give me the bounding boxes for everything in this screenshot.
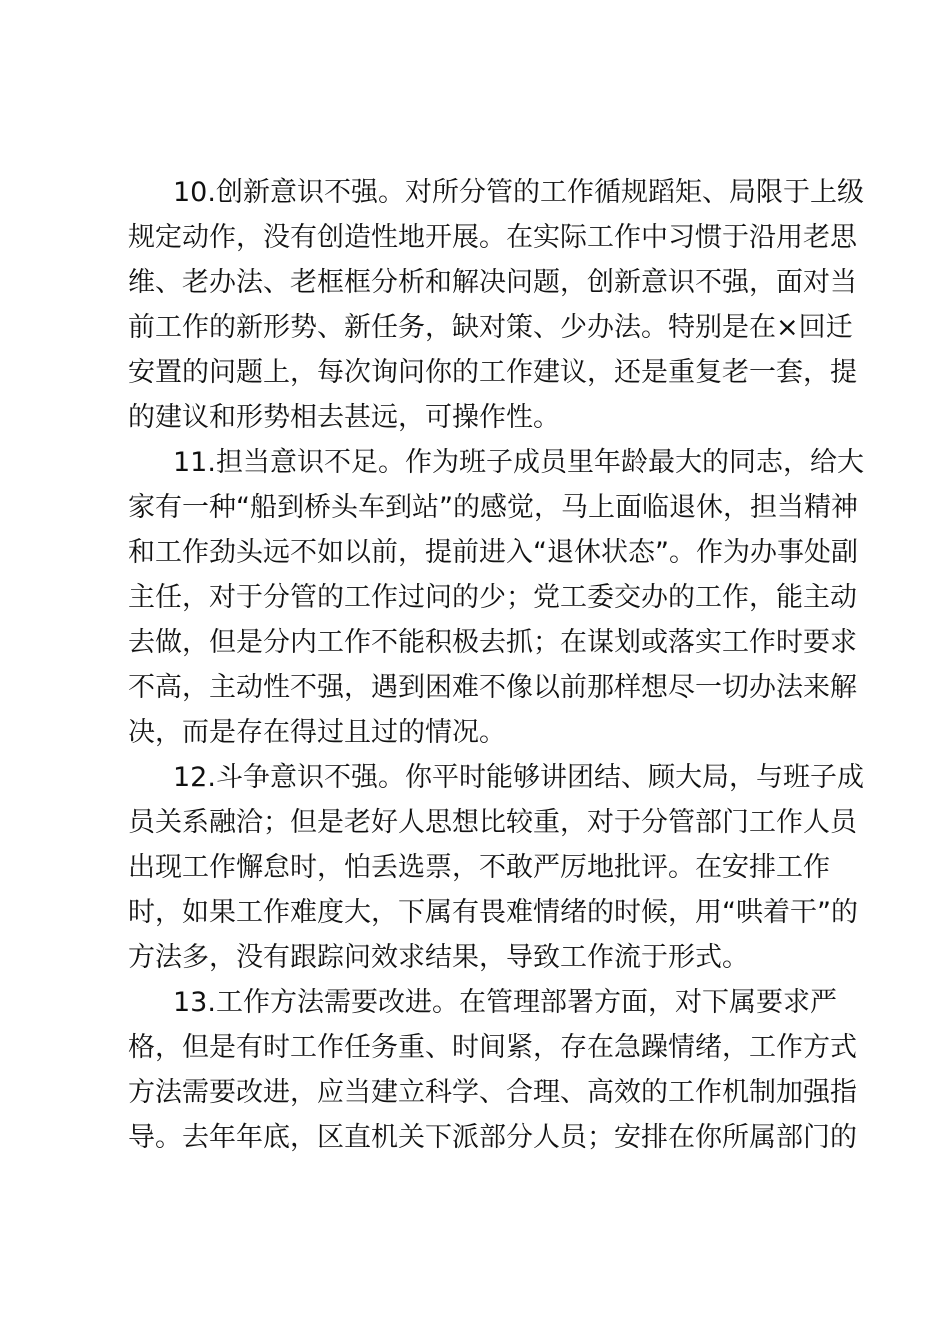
paragraph-11-line-2: 家有一种“船到桥头车到站”的感觉，马上面临退休，担当精神 [128,492,858,523]
paragraph-10-line-1: 10.创新意识不强。对所分管的工作循规蹈矩、局限于上级 [173,177,864,208]
paragraph-10-line-6: 的建议和形势相去甚远，可操作性。 [128,402,560,433]
paragraph-13-line-1: 13.工作方法需要改进。在管理部署方面，对下属要求严 [173,987,837,1018]
paragraph-10-line-3: 维、老办法、老框框分析和解决问题，创新意识不强，面对当 [128,267,857,298]
paragraph-11-line-6: 不高，主动性不强，遇到困难不像以前那样想尽一切办法来解 [128,672,857,703]
paragraph-11-line-4: 主任，对于分管的工作过问的少；党工委交办的工作，能主动 [128,582,857,613]
paragraph-11-line-5: 去做，但是分内工作不能积极去抓；在谋划或落实工作时要求 [128,627,857,658]
paragraph-10-line-5: 安置的问题上，每次询问你的工作建议，还是重复老一套，提 [128,357,857,388]
document-body [128,170,864,1160]
paragraph-11-line-3: 和工作劲头远不如以前，提前进入“退休状态”。作为办事处副 [128,537,858,568]
paragraph-13-line-2: 格，但是有时工作任务重、时间紧，存在急躁情绪，工作方式 [128,1032,857,1063]
paragraph-13-line-4: 导。去年年底，区直机关下派部分人员；安排在你所属部门的 [128,1122,857,1153]
paragraph-11-line-7: 决，而是存在得过且过的情况。 [128,717,506,748]
paragraph-12-line-3: 出现工作懈怠时，怕丢选票，不敢严厉地批评。在安排工作 [128,852,830,883]
paragraph-10-line-4: 前工作的新形势、新任务，缺对策、少办法。特别是在×回迁 [128,312,853,343]
paragraph-10-line-2: 规定动作，没有创造性地开展。在实际工作中习惯于沿用老思 [128,222,857,253]
paragraph-12-line-1: 12.斗争意识不强。你平时能够讲团结、顾大局，与班子成 [173,762,864,793]
paragraph-13-line-3: 方法需要改进，应当建立科学、合理、高效的工作机制加强指 [128,1077,857,1108]
paragraph-12-line-4: 时，如果工作难度大，下属有畏难情绪的时候，用“哄着干”的 [128,897,858,928]
paragraph-12-line-5: 方法多，没有跟踪问效求结果，导致工作流于形式。 [128,942,749,973]
paragraph-11-line-1: 11.担当意识不足。作为班子成员里年龄最大的同志，给大 [173,447,864,478]
paragraph-12-line-2: 员关系融洽；但是老好人思想比较重，对于分管部门工作人员 [128,807,857,838]
